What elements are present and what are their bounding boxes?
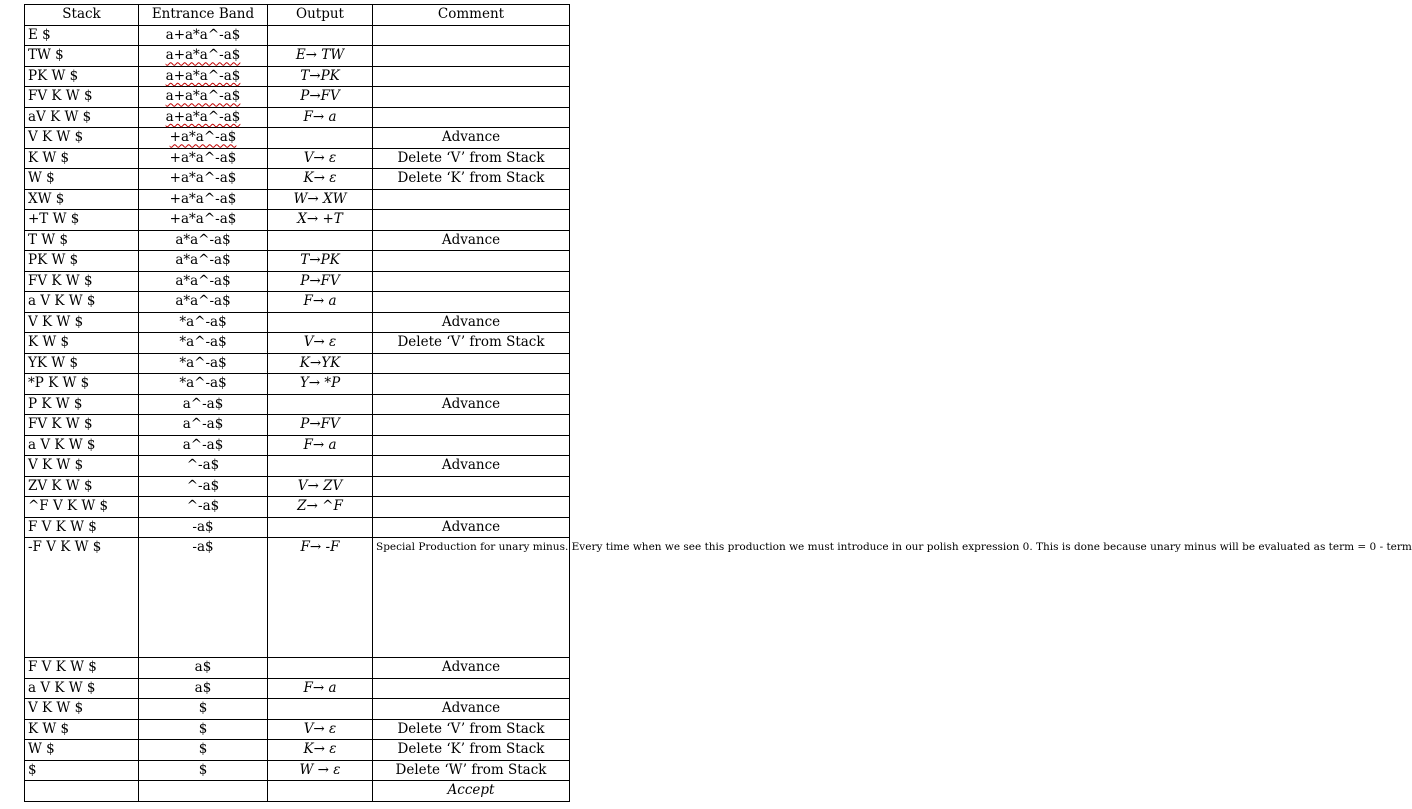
stack-cell: a V K W $ (25, 292, 139, 313)
output-cell: P→FV (268, 271, 373, 292)
output-cell (268, 230, 373, 251)
comment-cell (373, 415, 570, 436)
comment-cell (373, 271, 570, 292)
comment-cell (373, 210, 570, 231)
table-body (25, 25, 1412, 801)
entrance-band-cell: +a*a^-a$ (139, 148, 268, 169)
entrance-band-cell: *a^-a$ (139, 333, 268, 354)
output-cell: T→PK (268, 251, 373, 272)
output-cell (268, 25, 373, 46)
entrance-band-cell (139, 781, 268, 802)
table-row (25, 517, 570, 538)
entrance-band-cell: a$ (139, 678, 268, 699)
entrance-band-cell: -a$ (139, 538, 268, 658)
entrance-band-cell: a*a^-a$ (139, 271, 268, 292)
output-cell (268, 517, 373, 538)
output-cell: F→ -F (268, 538, 373, 658)
comment-cell: Special Production for unary minus. Every time when we see this production we must introduce in our polish expression 0. This is done because unary minus will be evaluated as term = 0 - term (373, 538, 570, 658)
comment-cell (373, 353, 570, 374)
table-row (25, 312, 570, 333)
stack-cell (25, 781, 139, 802)
table-row (25, 148, 570, 169)
output-cell: K→ ε (268, 169, 373, 190)
entrance-band-cell: $ (139, 719, 268, 740)
output-cell (268, 456, 373, 477)
output-cell: K→ ε (268, 740, 373, 761)
entrance-band-text: a+a*a^-a$ (165, 108, 241, 125)
comment-cell: Advance (373, 456, 570, 477)
entrance-band-cell (139, 87, 268, 108)
entrance-band-text: +a*a^-a$ (169, 129, 237, 146)
output-cell: F→ a (268, 292, 373, 313)
table-row (25, 435, 570, 456)
entrance-band-text: a+a*a^-a$ (165, 47, 241, 64)
entrance-band-cell (139, 66, 268, 87)
table-row (25, 760, 570, 781)
output-cell: V→ ε (268, 333, 373, 354)
entrance-band-cell: $ (139, 699, 268, 720)
output-cell: P→FV (268, 87, 373, 108)
comment-cell (373, 107, 570, 128)
table-row (25, 251, 570, 272)
stack-cell: W $ (25, 169, 139, 190)
output-cell: V→ ZV (268, 476, 373, 497)
entrance-band-cell: a+a*a^-a$ (139, 25, 268, 46)
header-row (25, 5, 570, 26)
entrance-band-cell: *a^-a$ (139, 312, 268, 333)
output-cell: T→PK (268, 66, 373, 87)
output-cell: W → ε (268, 760, 373, 781)
comment-cell (373, 87, 570, 108)
stack-cell: K W $ (25, 148, 139, 169)
table-row (25, 333, 570, 354)
comment-cell (373, 435, 570, 456)
stack-cell: V K W $ (25, 312, 139, 333)
table-row (25, 87, 570, 108)
output-cell (268, 128, 373, 149)
comment-cell (373, 66, 570, 87)
table-row (25, 394, 570, 415)
stack-cell: E $ (25, 25, 139, 46)
table-row (25, 210, 570, 231)
stack-cell: a V K W $ (25, 435, 139, 456)
comment-cell (373, 251, 570, 272)
entrance-band-cell (139, 128, 268, 149)
entrance-band-cell: a^-a$ (139, 415, 268, 436)
table-row (25, 740, 570, 761)
output-cell (268, 394, 373, 415)
comment-cell (373, 374, 570, 395)
table-row (25, 107, 570, 128)
output-cell: E→ TW (268, 46, 373, 67)
output-cell: X→ +T (268, 210, 373, 231)
table-row (25, 719, 570, 740)
comment-cell: Advance (373, 394, 570, 415)
output-cell: K→YK (268, 353, 373, 374)
entrance-band-cell: a^-a$ (139, 435, 268, 456)
stack-cell: V K W $ (25, 456, 139, 477)
comment-cell: Delete ‘W’ from Stack (373, 760, 570, 781)
accept-cell: Accept (373, 781, 570, 802)
parse-table (24, 4, 1412, 802)
stack-cell: *P K W $ (25, 374, 139, 395)
comment-cell: Delete ‘K’ from Stack (373, 169, 570, 190)
entrance-band-cell: +a*a^-a$ (139, 210, 268, 231)
table-row (25, 128, 570, 149)
comment-cell: Advance (373, 128, 570, 149)
output-cell: F→ a (268, 435, 373, 456)
comment-cell: Advance (373, 230, 570, 251)
stack-cell: ^F V K W $ (25, 497, 139, 518)
stack-cell: YK W $ (25, 353, 139, 374)
table-row (25, 415, 570, 436)
header-stack: Stack (25, 5, 139, 26)
comment-cell (373, 189, 570, 210)
stack-cell: -F V K W $ (25, 538, 139, 658)
entrance-band-cell: a*a^-a$ (139, 230, 268, 251)
table-row (25, 699, 570, 720)
table-row (25, 189, 570, 210)
entrance-band-cell: ^-a$ (139, 497, 268, 518)
table-row (25, 456, 570, 477)
table-row (25, 476, 570, 497)
table-row (25, 230, 570, 251)
table-row (25, 292, 570, 313)
entrance-band-cell: ^-a$ (139, 476, 268, 497)
comment-cell: Advance (373, 312, 570, 333)
stack-cell: ZV K W $ (25, 476, 139, 497)
entrance-band-cell: a*a^-a$ (139, 292, 268, 313)
entrance-band-cell: $ (139, 740, 268, 761)
stack-cell: V K W $ (25, 128, 139, 149)
comment-cell: Delete ‘V’ from Stack (373, 148, 570, 169)
table-row (25, 497, 570, 518)
comment-cell (373, 46, 570, 67)
output-cell: Y→ *P (268, 374, 373, 395)
stack-cell: $ (25, 760, 139, 781)
table-row (25, 169, 570, 190)
comment-cell (373, 678, 570, 699)
output-cell: V→ ε (268, 719, 373, 740)
comment-cell: Delete ‘V’ from Stack (373, 333, 570, 354)
comment-cell: Delete ‘V’ from Stack (373, 719, 570, 740)
output-cell (268, 699, 373, 720)
entrance-band-text: a+a*a^-a$ (165, 67, 241, 84)
stack-cell: PK W $ (25, 66, 139, 87)
table-header (25, 5, 570, 26)
entrance-band-cell: +a*a^-a$ (139, 189, 268, 210)
stack-cell: W $ (25, 740, 139, 761)
stack-cell: K W $ (25, 719, 139, 740)
comment-cell: Advance (373, 699, 570, 720)
stack-cell: P K W $ (25, 394, 139, 415)
entrance-band-cell: +a*a^-a$ (139, 169, 268, 190)
stack-cell: V K W $ (25, 699, 139, 720)
table-row (25, 353, 570, 374)
stack-cell: TW $ (25, 46, 139, 67)
output-cell: F→ a (268, 678, 373, 699)
header-entrance-band: Entrance Band (139, 5, 268, 26)
entrance-band-cell: $ (139, 760, 268, 781)
stack-cell: a V K W $ (25, 678, 139, 699)
entrance-band-text: a+a*a^-a$ (165, 88, 241, 105)
table-row (25, 538, 570, 658)
header-output: Output (268, 5, 373, 26)
stack-cell: K W $ (25, 333, 139, 354)
table-row (25, 658, 570, 679)
entrance-band-cell: *a^-a$ (139, 353, 268, 374)
output-cell: Z→ ^F (268, 497, 373, 518)
entrance-band-cell: a*a^-a$ (139, 251, 268, 272)
output-cell: W→ XW (268, 189, 373, 210)
stack-cell: F V K W $ (25, 517, 139, 538)
output-cell (268, 312, 373, 333)
comment-cell (373, 476, 570, 497)
stack-cell: FV K W $ (25, 271, 139, 292)
table-row (25, 46, 570, 67)
table-row (25, 781, 570, 802)
table-row (25, 271, 570, 292)
entrance-band-cell: a^-a$ (139, 394, 268, 415)
stack-cell: +T W $ (25, 210, 139, 231)
entrance-band-cell: ^-a$ (139, 456, 268, 477)
stack-cell: PK W $ (25, 251, 139, 272)
stack-cell: aV K W $ (25, 107, 139, 128)
output-cell: P→FV (268, 415, 373, 436)
stack-cell: T W $ (25, 230, 139, 251)
stack-cell: FV K W $ (25, 415, 139, 436)
comment-cell: Advance (373, 517, 570, 538)
entrance-band-cell: -a$ (139, 517, 268, 538)
output-cell (268, 658, 373, 679)
stack-cell: F V K W $ (25, 658, 139, 679)
stack-cell: XW $ (25, 189, 139, 210)
output-cell: V→ ε (268, 148, 373, 169)
table-row (25, 25, 570, 46)
output-cell: F→ a (268, 107, 373, 128)
stack-cell: FV K W $ (25, 87, 139, 108)
comment-cell: Delete ‘K’ from Stack (373, 740, 570, 761)
table-row (25, 374, 570, 395)
entrance-band-cell (139, 46, 268, 67)
table-row (25, 66, 570, 87)
output-cell (268, 781, 373, 802)
comment-cell (373, 497, 570, 518)
entrance-band-cell: a$ (139, 658, 268, 679)
entrance-band-cell (139, 107, 268, 128)
entrance-band-cell: *a^-a$ (139, 374, 268, 395)
comment-cell (373, 292, 570, 313)
comment-cell (373, 25, 570, 46)
table-row (25, 678, 570, 699)
comment-cell: Advance (373, 658, 570, 679)
header-comment: Comment (373, 5, 570, 26)
